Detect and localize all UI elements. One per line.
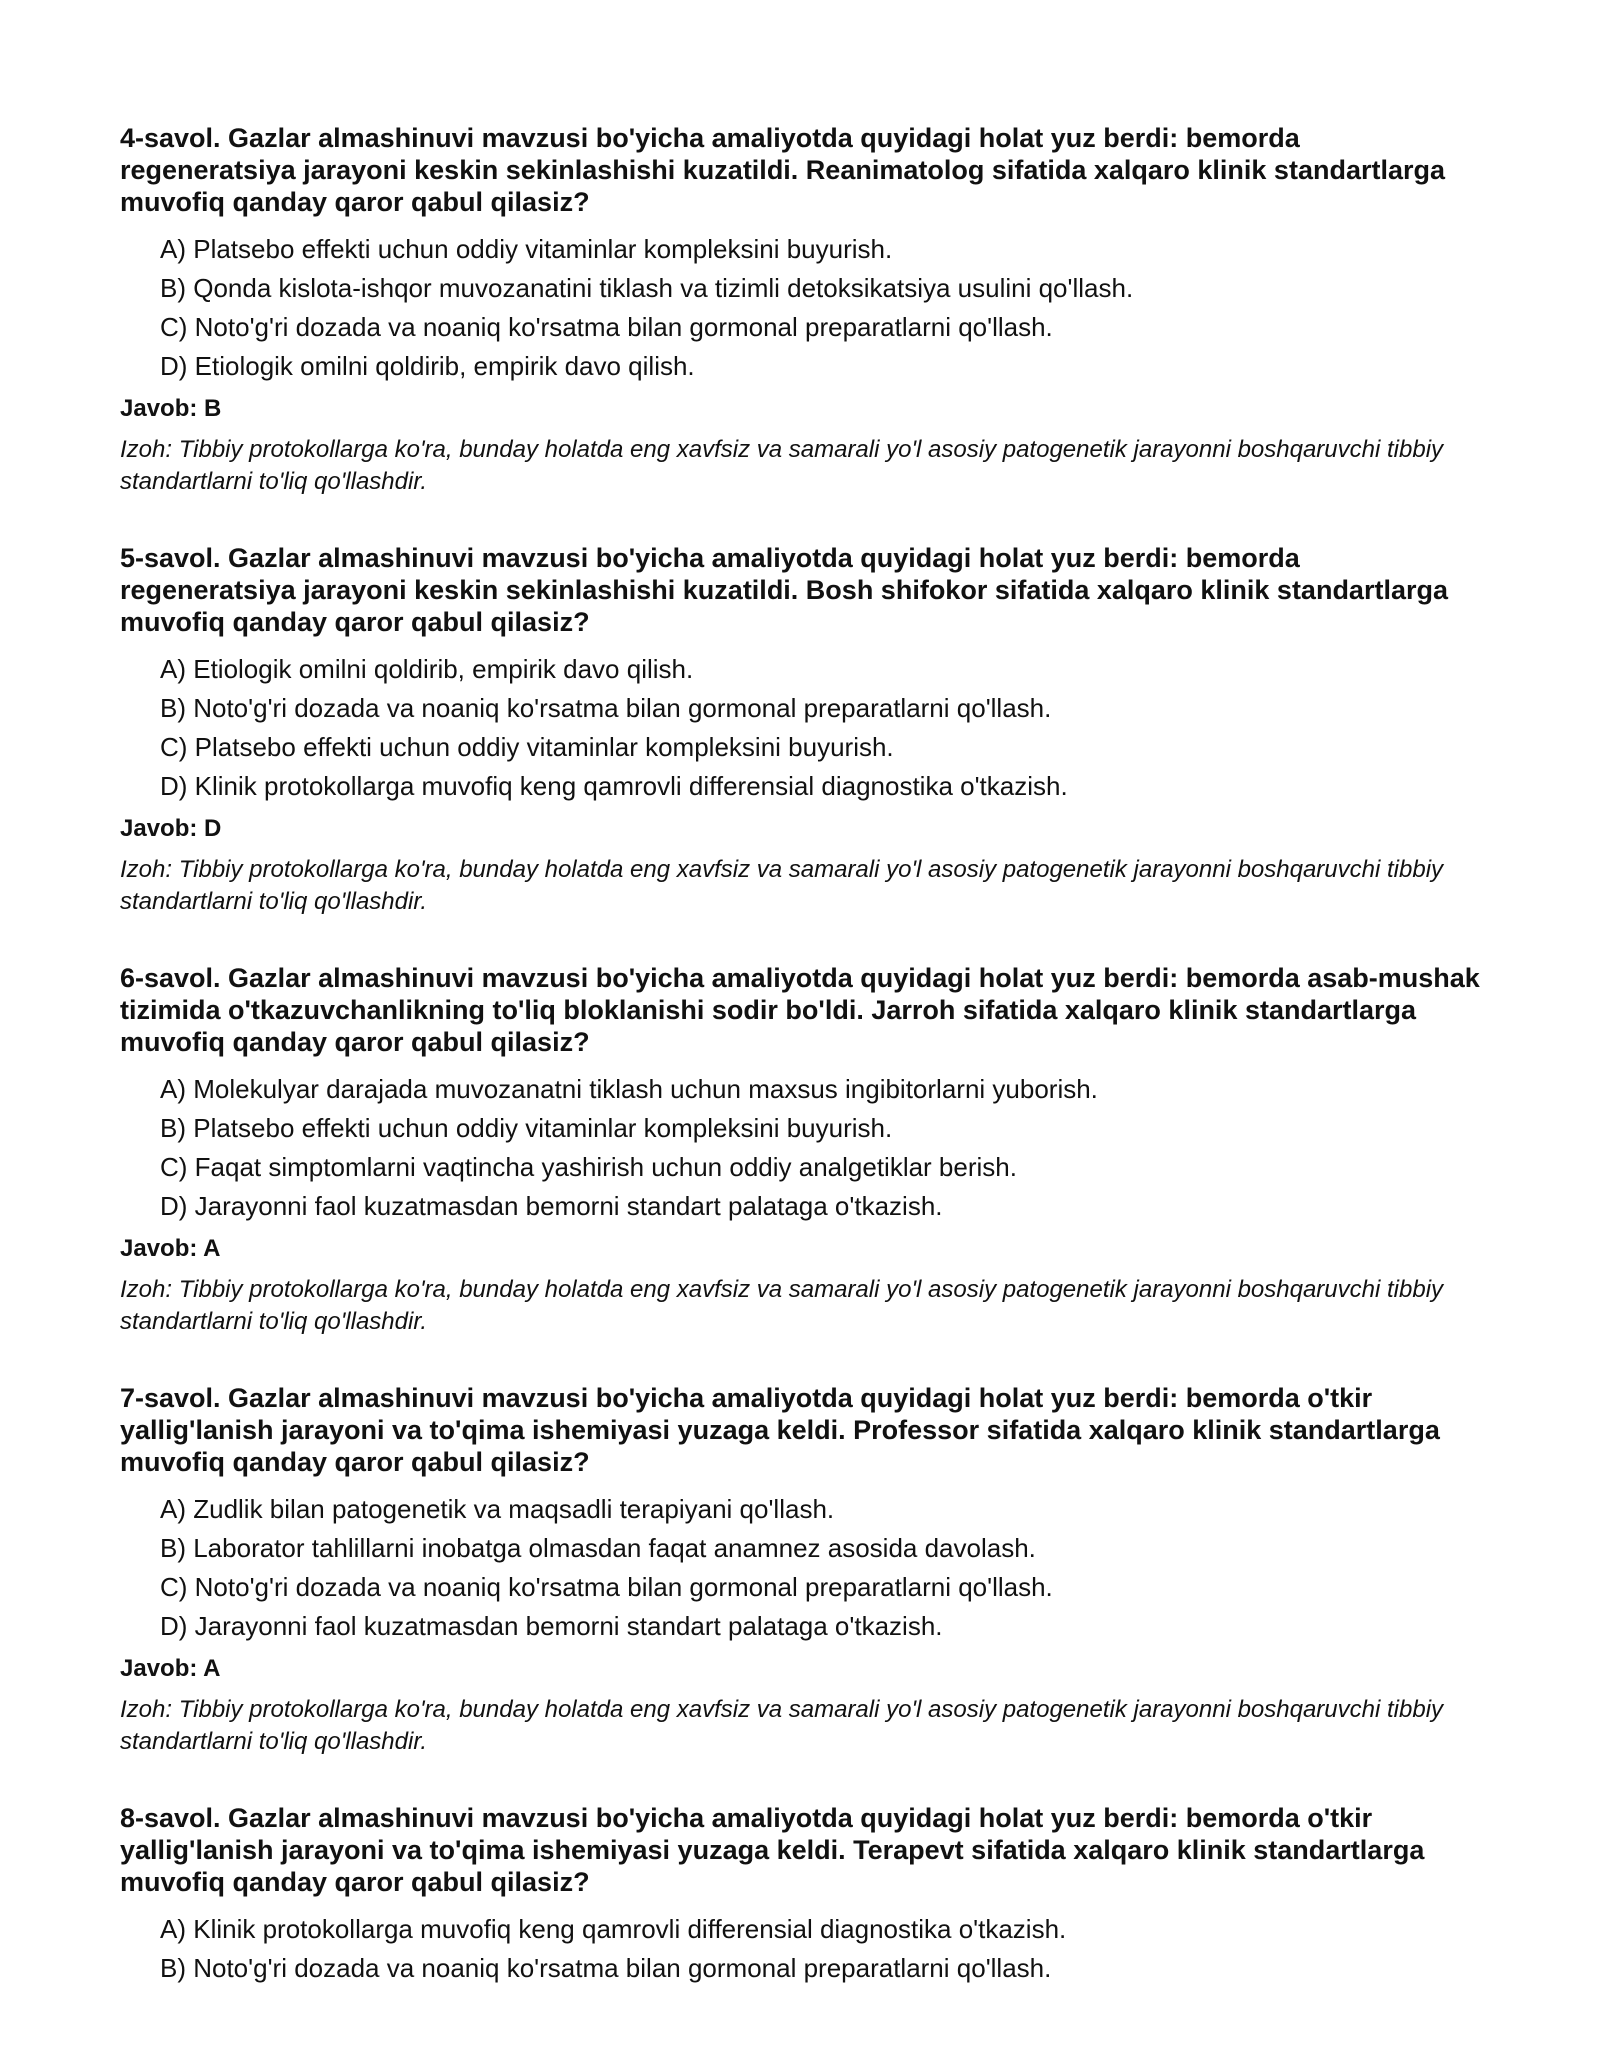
option-c: C) Noto'g'ri dozada va noaniq ko'rsatma bilan gormonal preparatlarni qo'llash. <box>160 312 1053 342</box>
explanation-text: Izoh: Tibbiy protokollarga ko'ra, bunday holatda eng xavfsiz va samarali yo'l asosiy patogenetik jarayonni boshqaruvchi tibbiy standartlarni to'liq qo'llashdir. <box>120 436 1444 495</box>
question-title: 7-savol. Gazlar almashinuvi mavzusi bo'yicha amaliyotda quyidagi holat yuz berdi: bemorda o'tkir yallig'lanish jarayoni va to'qima ishemiyasi yuzaga keldi. Professor sifatida xalqaro klinik standartlarga muvofiq qanday qaror qabul qilasiz? <box>120 1383 1440 1477</box>
option-b: B) Qonda kislota-ishqor muvozanatini tiklash va tizimli detoksikatsiya usulini qo'llash. <box>160 273 1134 303</box>
option-c: C) Noto'g'ri dozada va noaniq ko'rsatma bilan gormonal preparatlarni qo'llash. <box>160 1572 1053 1602</box>
option-d: D) Jarayonni faol kuzatmasdan bemorni standart palataga o'tkazish. <box>160 1191 943 1221</box>
option-c: C) Faqat simptomlarni vaqtincha yashirish uchun oddiy analgetiklar berish. <box>160 1152 1017 1182</box>
question-7 <box>120 1382 1480 1758</box>
option-a: A) Molekulyar darajada muvozanatni tiklash uchun maxsus ingibitorlarni yuborish. <box>160 1074 1098 1104</box>
answer-label: Javob: A <box>120 1235 221 1262</box>
answer-label: Javob: D <box>120 815 222 842</box>
question-title: 5-savol. Gazlar almashinuvi mavzusi bo'yicha amaliyotda quyidagi holat yuz berdi: bemorda regeneratsiya jarayoni keskin sekinlashishi kuzatildi. Bosh shifokor sifatida xalqaro klinik standartlarga muvofiq qanday qaror qabul qilasiz? <box>120 543 1448 637</box>
question-title: 8-savol. Gazlar almashinuvi mavzusi bo'yicha amaliyotda quyidagi holat yuz berdi: bemorda o'tkir yallig'lanish jarayoni va to'qima ishemiyasi yuzaga keldi. Terapevt sifatida xalqaro klinik standartlarga muvofiq qanday qaror qabul qilasiz? <box>120 1803 1425 1897</box>
option-list <box>120 1490 1480 1646</box>
explanation-text: Izoh: Tibbiy protokollarga ko'ra, bunday holatda eng xavfsiz va samarali yo'l asosiy patogenetik jarayonni boshqaruvchi tibbiy standartlarni to'liq qo'llashdir. <box>120 1696 1444 1755</box>
explanation-text: Izoh: Tibbiy protokollarga ko'ra, bunday holatda eng xavfsiz va samarali yo'l asosiy patogenetik jarayonni boshqaruvchi tibbiy standartlarni to'liq qo'llashdir. <box>120 1276 1444 1335</box>
option-list <box>120 650 1480 806</box>
option-b: B) Laborator tahlillarni inobatga olmasdan faqat anamnez asosida davolash. <box>160 1533 1036 1563</box>
explanation-text: Izoh: Tibbiy protokollarga ko'ra, bunday holatda eng xavfsiz va samarali yo'l asosiy patogenetik jarayonni boshqaruvchi tibbiy standartlarni to'liq qo'llashdir. <box>120 856 1444 915</box>
option-d: D) Klinik protokollarga muvofiq keng qamrovli differensial diagnostika o'tkazish. <box>160 771 1068 801</box>
option-list <box>120 230 1480 386</box>
question-title: 6-savol. Gazlar almashinuvi mavzusi bo'yicha amaliyotda quyidagi holat yuz berdi: bemorda asab-mushak tizimida o'tkazuvchanlikning to'liq bloklanishi sodir bo'ldi. Jarroh sifatida xalqaro klinik standartlarga muvofiq qanday qaror qabul qilasiz? <box>120 963 1480 1057</box>
answer-label: Javob: A <box>120 1655 221 1682</box>
answer-label: Javob: B <box>120 395 222 422</box>
question-5 <box>120 542 1480 918</box>
option-b: B) Noto'g'ri dozada va noaniq ko'rsatma bilan gormonal preparatlarni qo'llash. <box>160 693 1052 723</box>
option-a: A) Zudlik bilan patogenetik va maqsadli terapiyani qo'llash. <box>160 1494 835 1524</box>
option-b: B) Noto'g'ri dozada va noaniq ko'rsatma bilan gormonal preparatlarni qo'llash. <box>160 1953 1052 1983</box>
option-b: B) Platsebo effekti uchun oddiy vitaminlar kompleksini buyurish. <box>160 1113 893 1143</box>
option-a: A) Klinik protokollarga muvofiq keng qamrovli differensial diagnostika o'tkazish. <box>160 1914 1067 1944</box>
question-6 <box>120 962 1480 1338</box>
question-4 <box>120 122 1480 498</box>
option-list <box>120 1910 1480 1988</box>
option-a: A) Platsebo effekti uchun oddiy vitaminlar kompleksini buyurish. <box>160 234 893 264</box>
question-8 <box>120 1802 1480 1988</box>
option-a: A) Etiologik omilni qoldirib, empirik davo qilish. <box>160 654 694 684</box>
question-title: 4-savol. Gazlar almashinuvi mavzusi bo'yicha amaliyotda quyidagi holat yuz berdi: bemorda regeneratsiya jarayoni keskin sekinlashishi kuzatildi. Reanimatolog sifatida xalqaro klinik standartlarga muvofiq qanday qaror qabul qilasiz? <box>120 123 1445 217</box>
option-d: D) Jarayonni faol kuzatmasdan bemorni standart palataga o'tkazish. <box>160 1611 943 1641</box>
option-list <box>120 1070 1480 1226</box>
option-c: C) Platsebo effekti uchun oddiy vitaminlar kompleksini buyurish. <box>160 732 894 762</box>
option-d: D) Etiologik omilni qoldirib, empirik davo qilish. <box>160 351 695 381</box>
